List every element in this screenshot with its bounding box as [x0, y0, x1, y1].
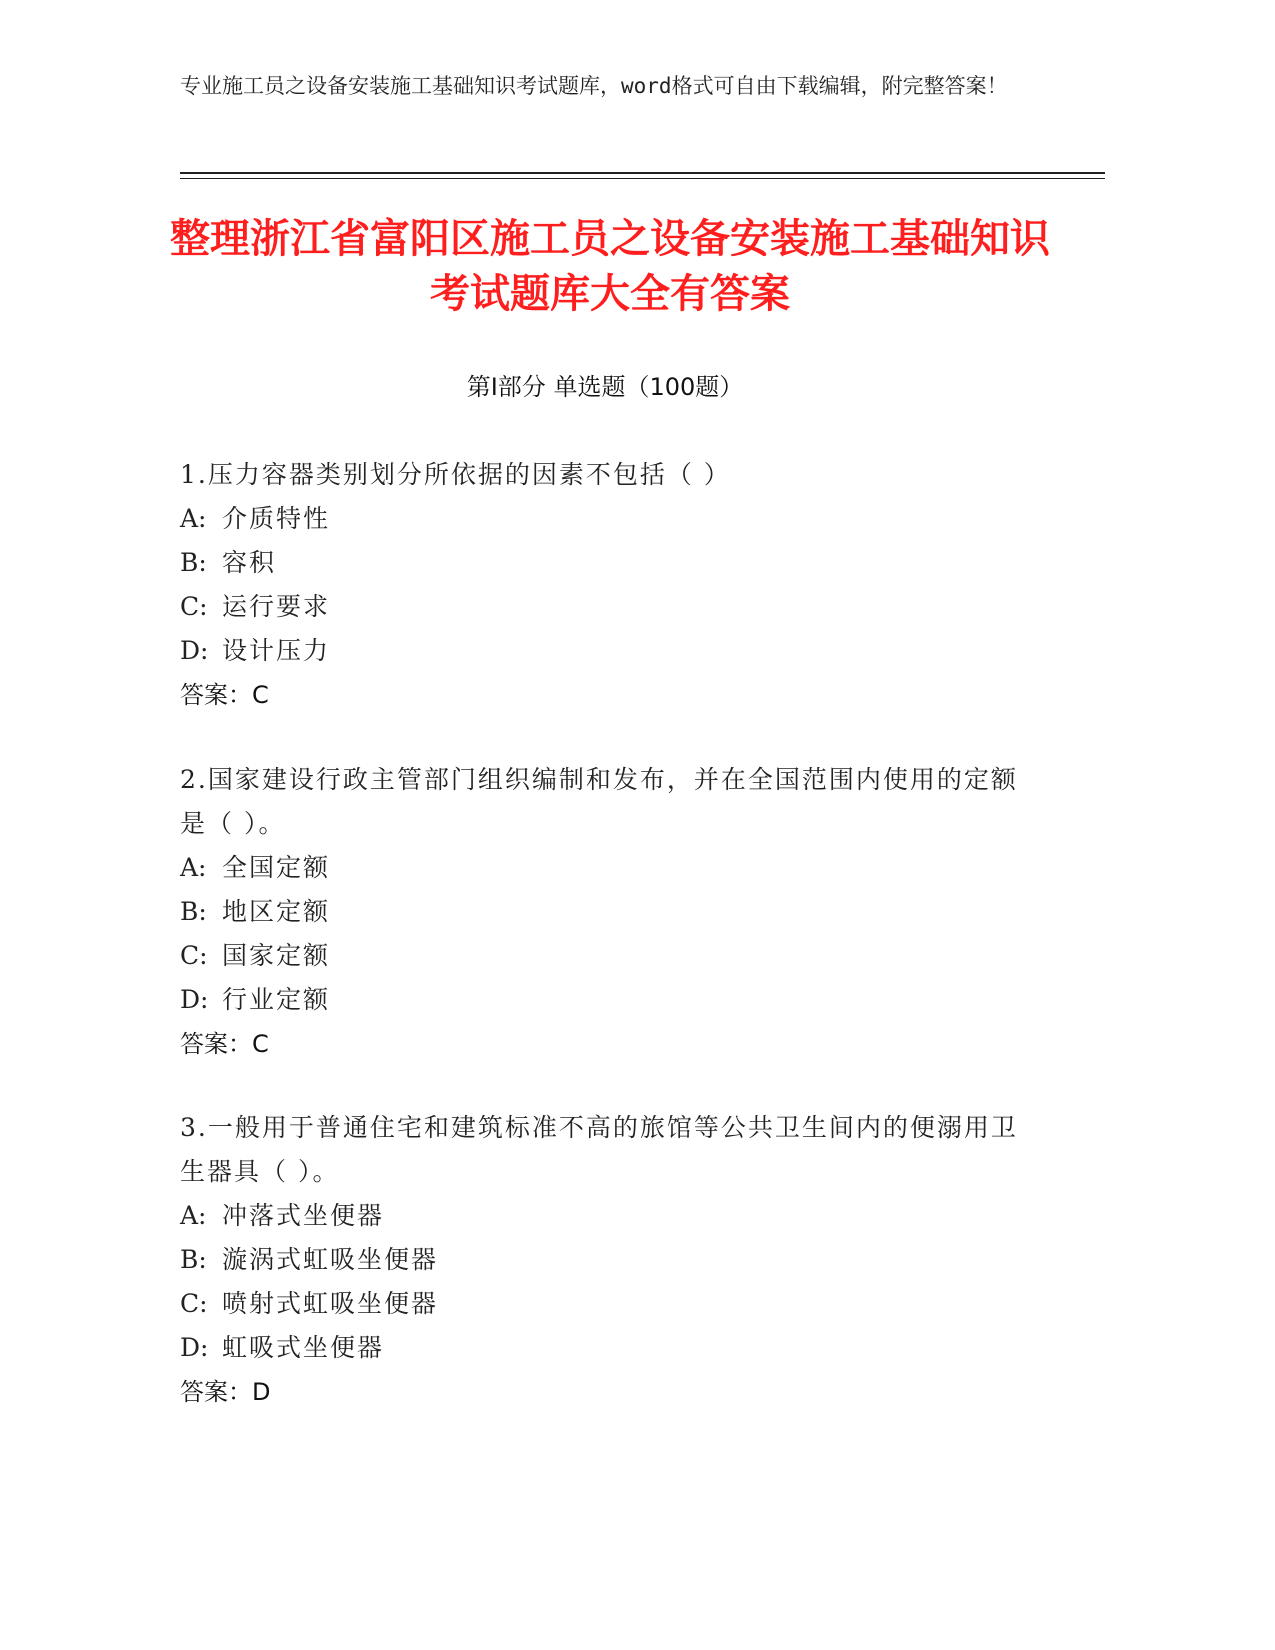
- option-b: [180, 890, 1030, 934]
- option-key: D:: [180, 1333, 209, 1362]
- option-a: [180, 846, 1030, 890]
- option-b: [180, 1238, 1030, 1282]
- option-key: A:: [180, 853, 207, 882]
- option-key: A:: [180, 1201, 207, 1230]
- option-a: [180, 497, 1030, 541]
- answer-line: 答案：C: [180, 681, 269, 709]
- option-key: D:: [180, 636, 209, 665]
- option-text: 冲落式坐便器: [222, 1201, 385, 1230]
- option-c: [180, 934, 1030, 978]
- answer-line: 答案：C: [180, 1030, 269, 1058]
- question-block: [180, 1106, 1030, 1414]
- answer-line: 答案：D: [180, 1378, 271, 1406]
- section-heading: 第Ⅰ部分 单选题（100题）: [466, 373, 744, 401]
- option-text: 虹吸式坐便器: [222, 1333, 385, 1362]
- option-text: 喷射式虹吸坐便器: [222, 1289, 439, 1318]
- question-stem: 3.一般用于普通住宅和建筑标准不高的旅馆等公共卫生间内的便溺用卫生器具（ ）。: [180, 1113, 1018, 1186]
- option-text: 国家定额: [222, 941, 331, 970]
- question-block: [180, 758, 1030, 1066]
- option-d: [180, 978, 1030, 1022]
- option-text: 地区定额: [222, 897, 331, 926]
- intro-text: 专业施工员之设备安装施工基础知识考试题库，word格式可自由下载编辑，附完整答案！: [180, 74, 1008, 98]
- option-text: 全国定额: [222, 853, 331, 882]
- option-d: [180, 629, 1030, 673]
- question-stem: 2.国家建设行政主管部门组织编制和发布，并在全国范围内使用的定额是（ ）。: [180, 765, 1018, 838]
- option-d: [180, 1326, 1030, 1370]
- header-divider-thick: [180, 172, 1105, 174]
- option-text: 设计压力: [222, 636, 331, 665]
- option-key: D:: [180, 985, 209, 1014]
- option-a: [180, 1194, 1030, 1238]
- option-key: C:: [180, 941, 208, 970]
- question-block: [180, 453, 1030, 717]
- option-key: C:: [180, 1289, 208, 1318]
- option-text: 容积: [222, 548, 277, 577]
- document-title: 整理浙江省富阳区施工员之设备安装施工基础知识考试题库大全有答案: [170, 216, 1050, 317]
- option-text: 介质特性: [222, 504, 331, 533]
- option-key: B:: [180, 897, 207, 926]
- option-c: [180, 1282, 1030, 1326]
- header-divider-thin: [180, 178, 1105, 179]
- option-text: 运行要求: [222, 592, 331, 621]
- option-key: B:: [180, 548, 207, 577]
- option-text: 漩涡式虹吸坐便器: [222, 1245, 439, 1274]
- question-stem: 1.压力容器类别划分所依据的因素不包括（ ）: [180, 460, 731, 489]
- option-key: A:: [180, 504, 207, 533]
- option-key: B:: [180, 1245, 207, 1274]
- option-b: [180, 541, 1030, 585]
- option-key: C:: [180, 592, 208, 621]
- option-text: 行业定额: [222, 985, 331, 1014]
- option-c: [180, 585, 1030, 629]
